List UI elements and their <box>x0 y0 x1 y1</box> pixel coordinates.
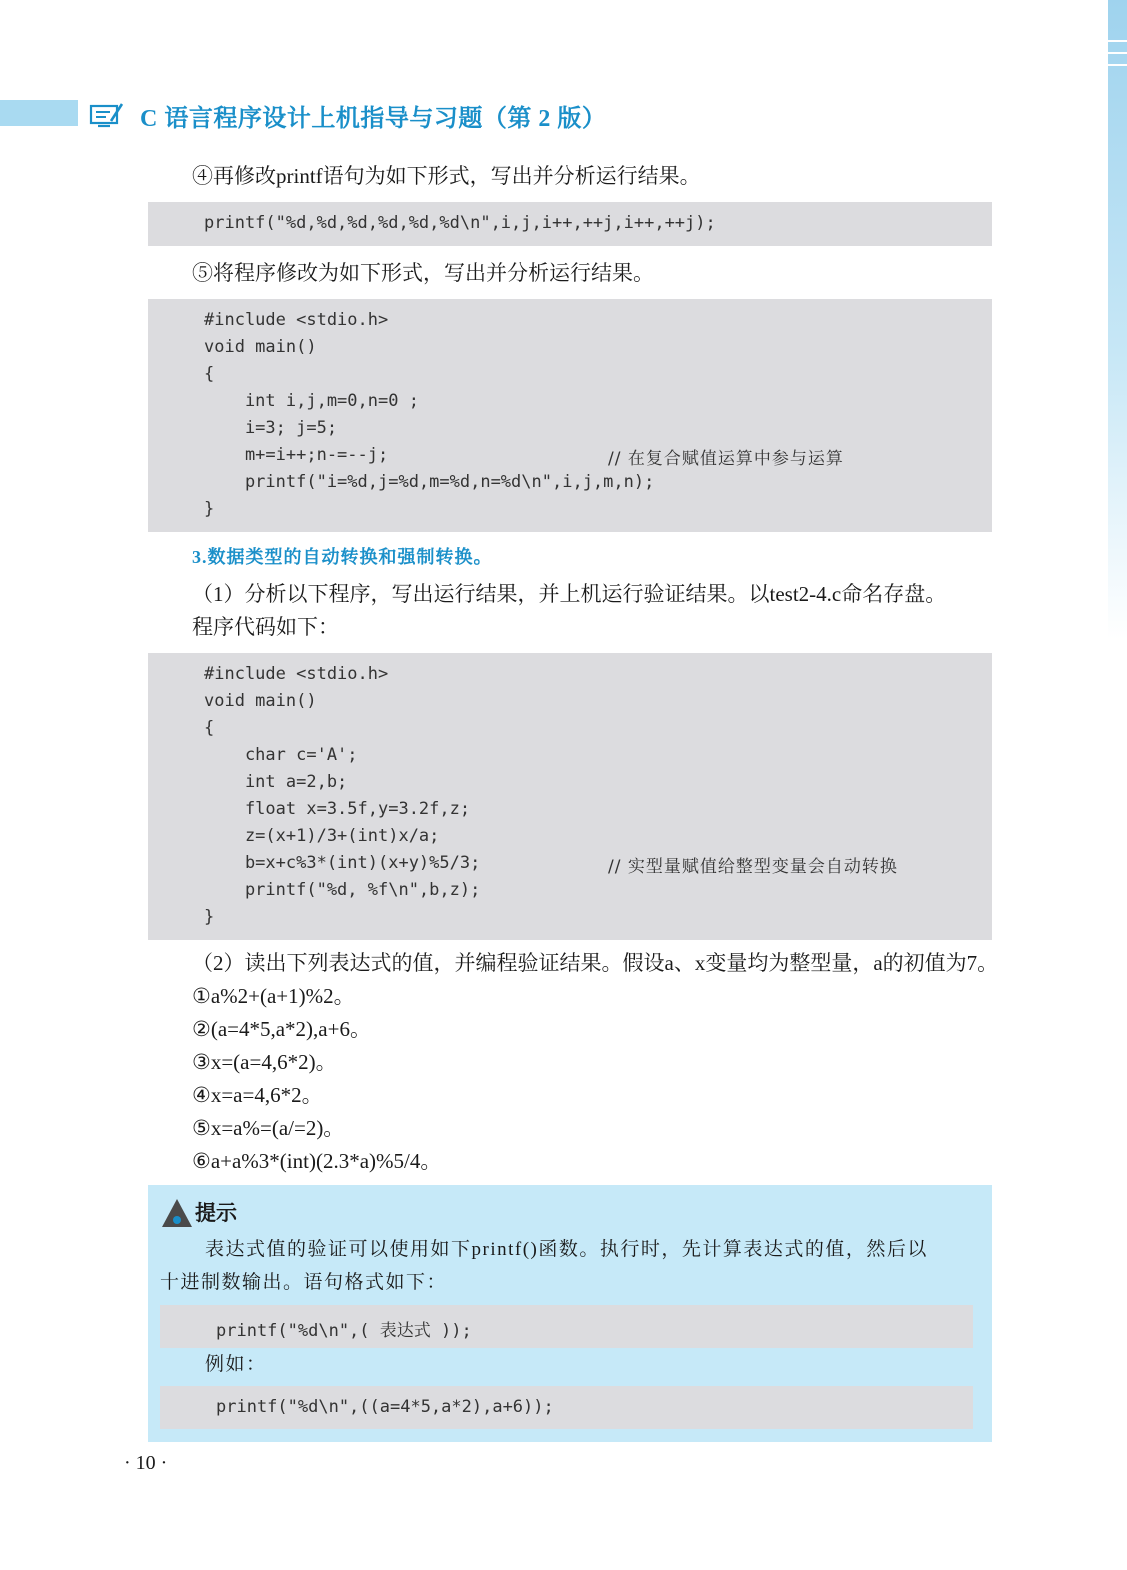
item4-code-block <box>148 202 992 246</box>
code-line: printf("%d\n",((a=4*5,a*2),a+6)); <box>216 1397 554 1417</box>
code-comment: // 实型量赋值给整型变量会自动转换 <box>608 857 898 877</box>
code-line: printf("%d\n",( 表达式 )); <box>216 1321 472 1341</box>
code-line: #include <stdio.h> <box>204 310 389 330</box>
section-heading: 3.数据类型的自动转换和强制转换。 <box>192 547 493 567</box>
header-accent-bar <box>0 100 78 126</box>
expression-item: ⑤x=a%=(a/=2)。 <box>192 1116 345 1140</box>
code-line: } <box>204 499 215 519</box>
code-line: i=3; j=5; <box>204 418 338 438</box>
part2-instruction: （2）读出下列表达式的值，并编程验证结果。假设a、x变量均为整型量，a的初值为7。 <box>192 951 999 975</box>
book-title: C 语言程序设计上机指导与习题（第 2 版） <box>140 106 607 132</box>
code-line: int i,j,m=0,n=0 ; <box>204 391 419 411</box>
code-comment: // 在复合赋值运算中参与运算 <box>608 449 844 469</box>
program-code-block <box>148 653 992 940</box>
code-line: { <box>204 364 215 384</box>
code-line: printf("i=%d,j=%d,m=%d,n=%d\n",i,j,m,n); <box>204 472 655 492</box>
part1-instruction-cont: 程序代码如下： <box>192 615 339 639</box>
code-line: z=(x+1)/3+(int)x/a; <box>204 826 440 846</box>
tip-code-block <box>160 1305 973 1348</box>
code-line: } <box>204 907 215 927</box>
code-line: b=x+c%3*(int)(x+y)%5/3; <box>204 853 481 873</box>
expression-item: ②(a=4*5,a*2),a+6。 <box>192 1017 371 1041</box>
part1-instruction: （1）分析以下程序，写出运行结果，并上机运行验证结果。以test2-4.c命名存盘。 <box>192 582 947 606</box>
monitor-pen-icon <box>88 101 124 129</box>
expression-item: ⑥a+a%3*(int)(2.3*a)%5/4。 <box>192 1149 442 1173</box>
tip-code-block <box>160 1386 973 1429</box>
code-line: int a=2,b; <box>204 772 348 792</box>
code-line: void main() <box>204 337 317 357</box>
warning-triangle-icon <box>160 1196 194 1230</box>
page-edge-tab <box>1108 0 1127 640</box>
code-line: char c='A'; <box>204 745 358 765</box>
code-line: float x=3.5f,y=3.2f,z; <box>204 799 471 819</box>
code-line: void main() <box>204 691 317 711</box>
item5-code-block <box>148 299 992 532</box>
expression-item: ①a%2+(a+1)%2。 <box>192 984 355 1008</box>
tip-example-label: 例如： <box>205 1354 267 1375</box>
code-line: { <box>204 718 215 738</box>
tip-text: 十进制数输出。语句格式如下： <box>160 1272 448 1293</box>
page-number: · 10 · <box>124 1452 168 1474</box>
code-line: #include <stdio.h> <box>204 664 389 684</box>
expression-item: ③x=(a=4,6*2)。 <box>192 1050 337 1074</box>
item5-instruction: ⑤将程序修改为如下形式，写出并分析运行结果。 <box>192 261 654 285</box>
tip-title: 提示 <box>195 1201 237 1225</box>
item4-instruction: ④再修改printf语句为如下形式，写出并分析运行结果。 <box>192 164 701 188</box>
expression-item: ④x=a=4,6*2。 <box>192 1083 323 1107</box>
code-line: printf("%d,%d,%d,%d,%d,%d\n",i,j,i++,++j,i++,++j); <box>204 213 716 233</box>
code-line: m+=i++;n-=--j; <box>204 445 389 465</box>
tip-text: 表达式值的验证可以使用如下printf()函数。执行时，先计算表达式的值，然后以 <box>205 1239 928 1260</box>
code-line: printf("%d, %f\n",b,z); <box>204 880 481 900</box>
